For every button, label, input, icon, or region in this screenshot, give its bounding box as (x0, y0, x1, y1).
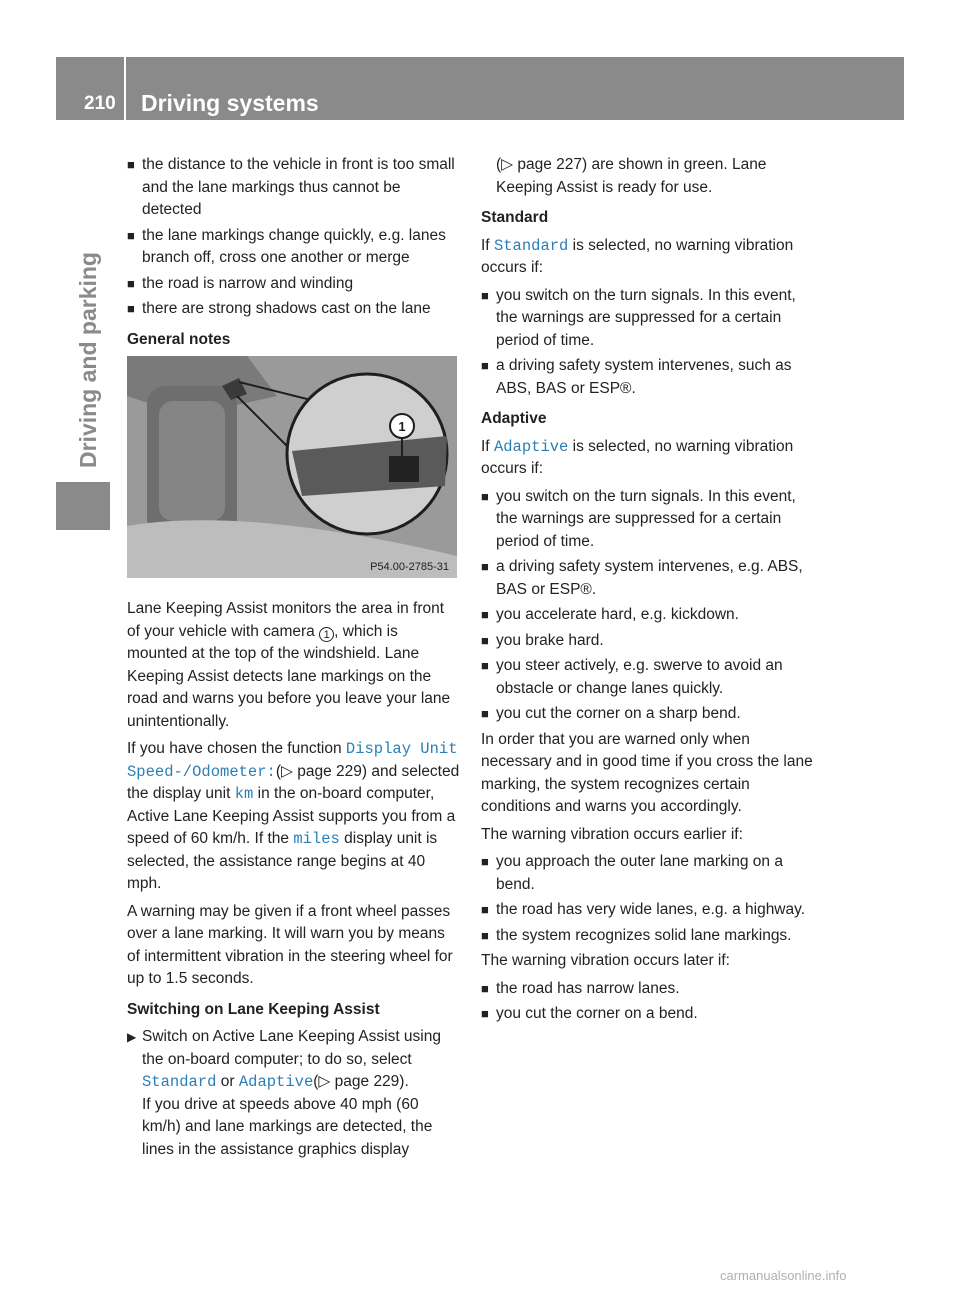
figure-caption: P54.00-2785-31 (370, 561, 449, 573)
windshield-camera-illustration (127, 356, 457, 578)
side-tab-label: Driving and parking (75, 252, 101, 468)
list-item: ■ you switch on the turn signals. In this event, the warnings are suppressed for a certain period of time. (481, 487, 796, 550)
adaptive-heading: Adaptive (481, 410, 547, 427)
list-item: ■ the lane markings change quickly, e.g. lanes branch off, cross one another or merge (127, 226, 446, 266)
list-item: ■ the road has narrow lanes. (481, 979, 680, 997)
list-item: ■ the distance to the vehicle in front is too small and the lane markings thus cannot be detected (127, 156, 455, 218)
figure-callout-1: 1 (398, 419, 406, 434)
instruction-step: ▶ Switch on Active Lane Keeping Assist using the on-board computer; to do so, select Standard or Adaptive(▷ page 229). If you drive at speeds above 40 mph (60 km/h) and lane markings are detected, the lines in the assistance graphics display (127, 1028, 441, 1158)
list-item: ■ a driving safety system intervenes, such as ABS, BAS or ESP®. (481, 357, 792, 397)
adaptive-code: Adaptive (238, 1073, 314, 1091)
header-divider (124, 57, 126, 120)
right-column (481, 154, 815, 1029)
paragraph: Lane Keeping Assist monitors the area in front of your vehicle with camera 1 , which is mounted at the top of the windshield. Lane Keeping Assist detects lane markings on the road and warns you before you leave your lane unintentionally. (127, 600, 451, 730)
paragraph: The warning vibration occurs earlier if: (481, 825, 743, 843)
miles-code: miles (293, 830, 340, 848)
list-item: ■ you approach the outer lane marking on a bend. (481, 853, 783, 893)
camera-figure (127, 356, 457, 578)
km-code: km (234, 785, 254, 803)
paragraph: If Adaptive is selected, no warning vibration occurs if: (481, 437, 794, 477)
list-item: ■ the road is narrow and winding (127, 274, 354, 292)
general-notes-heading: General notes (127, 330, 231, 348)
left-column (127, 154, 461, 1161)
list-item: ■ you accelerate hard, e.g. kickdown. (481, 606, 739, 623)
standard-code: Standard (493, 236, 569, 255)
section-title: Driving systems (141, 90, 319, 116)
list-item: ■ you cut the corner on a sharp bend. (481, 705, 741, 722)
list-item: ■ you switch on the turn signals. In this event, the warnings are suppressed for a certain period of time. (481, 286, 796, 349)
paragraph: A warning may be given if a front wheel passes over a lane marking. It will warn you by means of intermittent vibration in the steering wheel for up to 1.5 seconds. (127, 902, 453, 987)
watermark: carmanualsonline.info (720, 1268, 847, 1283)
list-item: ■ you cut the corner on a bend. (481, 1005, 698, 1022)
list-item: ■ a driving safety system intervenes, e.g. ABS, BAS or ESP®. (481, 558, 803, 598)
page-number: 210 (84, 93, 116, 114)
switching-heading: Switching on Lane Keeping Assist (127, 1000, 380, 1018)
paragraph: (▷ page 227) are shown in green. Lane Keeping Assist is ready for use. (496, 156, 767, 196)
adaptive-code: Adaptive (493, 437, 569, 456)
paragraph: If you have chosen the function Display Unit Speed-/Odometer:(▷ page 229) and selected the display unit km in the on-board computer, Active Lane Keeping Assist supports you from a speed of 60 km/h. If the miles display unit is selected, the assistance range begins at 40 mph. (127, 740, 460, 892)
list-item: ■ the road has very wide lanes, e.g. a highway. (481, 901, 806, 918)
display-code: Display Unit Speed-/Odometer: (127, 740, 458, 781)
list-item: ■ you brake hard. (481, 631, 604, 649)
callout-1: 1 (319, 627, 334, 642)
paragraph: If Standard is selected, no warning vibration occurs if: (481, 236, 794, 276)
side-tab-block (56, 482, 110, 530)
standard-code: Standard (142, 1073, 217, 1091)
paragraph: In order that you are warned only when necessary and in good time if you cross the lane marking, the system recognizes certain conditions and warns you accordingly. (481, 730, 813, 815)
list-item: ■ you steer actively, e.g. swerve to avoid an obstacle or change lanes quickly. (481, 657, 783, 697)
list-item: ■ the system recognizes solid lane markings. (481, 926, 792, 944)
list-item: ■ there are strong shadows cast on the lane (127, 300, 431, 317)
paragraph: The warning vibration occurs later if: (481, 952, 730, 969)
standard-heading: Standard (481, 209, 549, 226)
